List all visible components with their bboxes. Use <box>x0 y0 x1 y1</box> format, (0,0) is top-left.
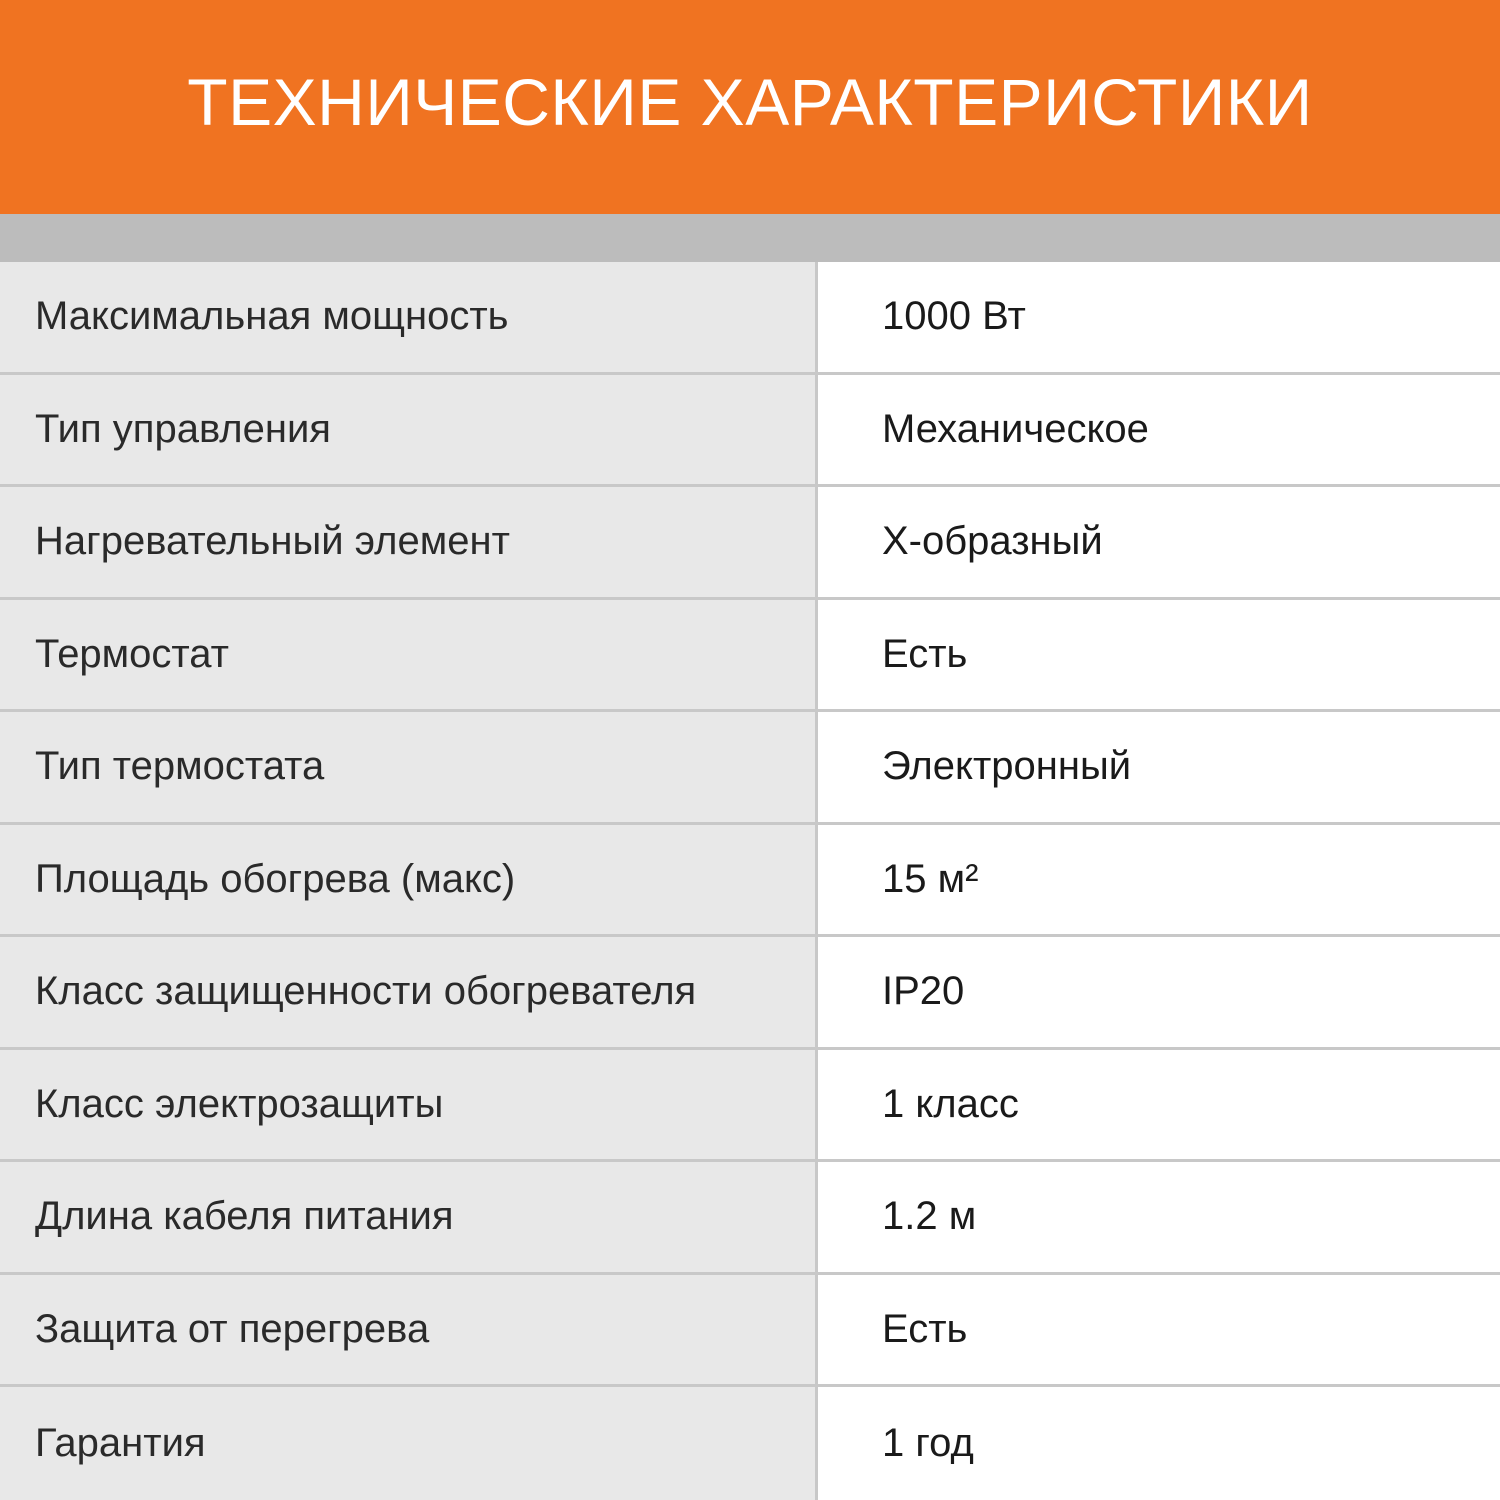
spec-value: Х-образный <box>818 487 1500 597</box>
table-row <box>0 1275 1500 1388</box>
table-row <box>0 1387 1500 1500</box>
spec-label: Тип термостата <box>0 712 818 822</box>
spec-value: Есть <box>818 1275 1500 1385</box>
spec-value: 1000 Вт <box>818 262 1500 372</box>
header-banner <box>0 0 1500 214</box>
spec-label: Термостат <box>0 600 818 710</box>
spec-label: Площадь обогрева (макс) <box>0 825 818 935</box>
table-row <box>0 487 1500 600</box>
spec-value: 1.2 м <box>818 1162 1500 1272</box>
spec-label: Гарантия <box>0 1387 818 1500</box>
spec-value: IP20 <box>818 937 1500 1047</box>
spec-label: Класс защищенности обогревателя <box>0 937 818 1047</box>
table-row <box>0 825 1500 938</box>
spec-value: 15 м² <box>818 825 1500 935</box>
table-row <box>0 375 1500 488</box>
table-row <box>0 1050 1500 1163</box>
spec-label: Нагревательный элемент <box>0 487 818 597</box>
spec-value: 1 класс <box>818 1050 1500 1160</box>
specs-table <box>0 262 1500 1500</box>
spec-label: Тип управления <box>0 375 818 485</box>
page-title: ТЕХНИЧЕСКИЕ ХАРАКТЕРИСТИКИ <box>187 65 1313 139</box>
spec-label: Длина кабеля питания <box>0 1162 818 1272</box>
table-row <box>0 937 1500 1050</box>
header-divider-band <box>0 214 1500 262</box>
spec-label: Класс электрозащиты <box>0 1050 818 1160</box>
spec-label: Защита от перегрева <box>0 1275 818 1385</box>
table-row <box>0 262 1500 375</box>
spec-value: Электронный <box>818 712 1500 822</box>
spec-value: 1 год <box>818 1387 1500 1500</box>
spec-value: Есть <box>818 600 1500 710</box>
spec-value: Механическое <box>818 375 1500 485</box>
spec-label: Максимальная мощность <box>0 262 818 372</box>
table-row <box>0 600 1500 713</box>
table-row <box>0 1162 1500 1275</box>
table-row <box>0 712 1500 825</box>
